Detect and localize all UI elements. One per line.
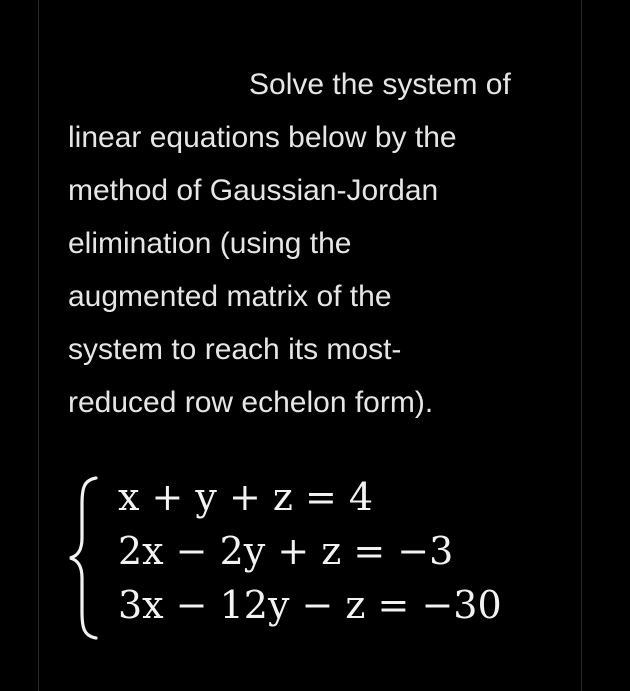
problem-statement bbox=[68, 58, 568, 429]
problem-line: elimination (using the bbox=[68, 227, 352, 260]
equation-1: x + y + z = 4 bbox=[118, 475, 374, 519]
problem-line: system to reach its most- bbox=[68, 333, 402, 366]
problem-line: method of Gaussian-Jordan bbox=[68, 174, 439, 207]
problem-line: reduced row echelon form). bbox=[68, 386, 434, 419]
equation-3: 3x − 12y − z = −30 bbox=[118, 583, 502, 627]
equation-2: 2x − 2y + z = −3 bbox=[118, 529, 454, 573]
problem-line: Solve the system of bbox=[249, 68, 511, 101]
problem-line: augmented matrix of the bbox=[68, 280, 392, 313]
left-brace-icon bbox=[66, 474, 104, 642]
equation-system bbox=[66, 470, 566, 650]
problem-line: linear equations below by the bbox=[68, 121, 457, 154]
equations bbox=[118, 470, 502, 632]
